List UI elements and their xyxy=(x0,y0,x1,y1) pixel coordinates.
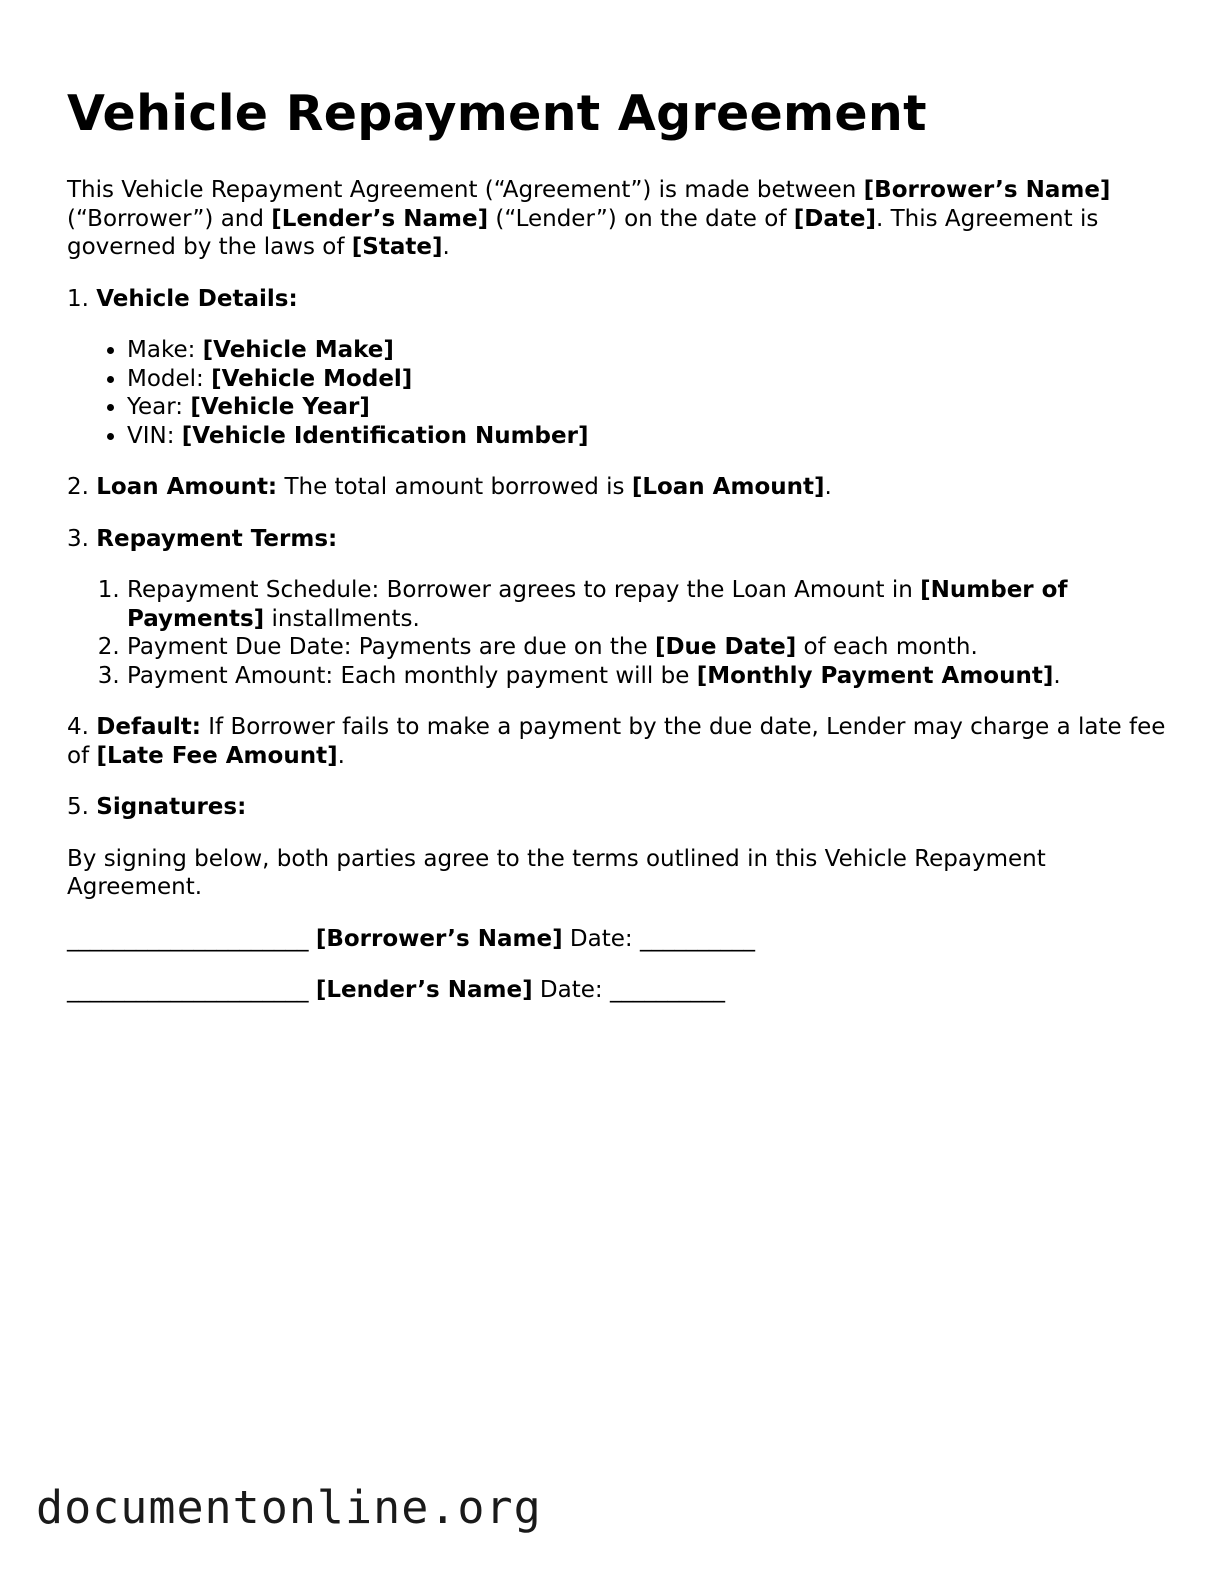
section-title: Vehicle Details: xyxy=(96,285,298,312)
loan-amount-placeholder: [Loan Amount] xyxy=(631,474,825,500)
vehicle-model-placeholder: [Vehicle Model] xyxy=(211,365,413,392)
item-text: Payment Due Date: Payments are due on the xyxy=(127,634,655,660)
section-text: If Borrower fails to make a payment by the due date, Lender may charge a late fee of xyxy=(67,714,1166,769)
date-blank: Date: __________ xyxy=(562,925,755,952)
list-item xyxy=(127,662,1177,691)
intro-text: This Vehicle Repayment Agreement (“Agreement”) is made between xyxy=(67,177,864,203)
document-title: Vehicle Repayment Agreement xyxy=(67,85,927,142)
due-date-placeholder: [Due Date] xyxy=(654,634,797,660)
item-text: of each month. xyxy=(796,634,978,660)
section-text: The total amount borrowed is xyxy=(277,474,632,500)
list-item xyxy=(127,365,1177,394)
section-number: 3. xyxy=(67,525,97,552)
section-number: 4. xyxy=(67,714,97,740)
section-3-heading xyxy=(67,525,1177,554)
intro-text: (“Lender”) on the date of xyxy=(488,205,794,232)
repayment-terms-list xyxy=(67,576,1177,690)
item-text: installments. xyxy=(264,605,420,632)
list-item xyxy=(127,576,1177,633)
borrower-name-placeholder: [Borrower’s Name] xyxy=(863,177,1111,203)
borrower-name-placeholder: [Borrower’s Name] xyxy=(315,925,563,952)
list-item xyxy=(127,633,1177,662)
section-number: 2. xyxy=(67,474,97,500)
lender-name-placeholder: [Lender’s Name] xyxy=(315,977,533,1003)
document-page xyxy=(67,84,1177,1028)
state-placeholder: [State] xyxy=(351,234,443,260)
signature-blank: _____________________ xyxy=(67,977,316,1003)
watermark: documentonline.org xyxy=(36,1481,542,1534)
item-text: Repayment Schedule: Borrower agrees to repay the Loan Amount in xyxy=(127,577,921,603)
section-title: Repayment Terms: xyxy=(96,525,338,552)
vin-placeholder: [Vehicle Identification Number] xyxy=(181,422,589,449)
section-2-paragraph xyxy=(67,473,1177,502)
vehicle-details-list xyxy=(67,336,1177,450)
signature-blank: _____________________ xyxy=(67,925,316,952)
intro-text: (“Borrower”) and xyxy=(67,205,272,232)
date-blank: Date: __________ xyxy=(532,977,725,1003)
list-item xyxy=(127,336,1177,365)
list-item xyxy=(127,422,1177,451)
late-fee-placeholder: [Late Fee Amount] xyxy=(96,742,338,769)
intro-text: . xyxy=(442,234,450,260)
section-title: Loan Amount: xyxy=(96,474,278,500)
section-number: 5. xyxy=(67,794,97,820)
section-title: Signatures: xyxy=(96,794,247,820)
intro-text: . This Agreement is governed by the laws of xyxy=(67,205,1099,260)
borrower-signature-line xyxy=(67,925,1177,954)
section-text: . xyxy=(824,474,832,500)
section-4-paragraph xyxy=(67,713,1177,770)
monthly-payment-placeholder: [Monthly Payment Amount] xyxy=(696,662,1054,689)
item-label: Model: xyxy=(127,365,212,392)
lender-name-placeholder: [Lender’s Name] xyxy=(271,205,489,232)
section-text: . xyxy=(337,742,345,769)
section-5-heading xyxy=(67,793,1177,822)
section-title: Default: xyxy=(96,714,201,740)
item-label: Make: xyxy=(127,337,203,363)
date-placeholder: [Date] xyxy=(793,205,876,232)
intro-paragraph xyxy=(67,176,1177,262)
list-item xyxy=(127,393,1177,422)
number-of-payments-placeholder: [Number of Payments] xyxy=(127,577,1068,632)
vehicle-year-placeholder: [Vehicle Year] xyxy=(190,394,370,420)
section-1-heading xyxy=(67,285,1177,314)
item-text: Payment Amount: Each monthly payment will be xyxy=(127,662,697,689)
item-text: . xyxy=(1053,662,1061,689)
item-label: Year: xyxy=(127,394,191,420)
section-number: 1. xyxy=(67,285,97,312)
signatures-paragraph: By signing below, both parties agree to the terms outlined in this Vehicle Repayment Agreement. xyxy=(67,845,1046,900)
item-label: VIN: xyxy=(127,422,182,449)
lender-signature-line xyxy=(67,976,1177,1005)
vehicle-make-placeholder: [Vehicle Make] xyxy=(202,337,394,363)
